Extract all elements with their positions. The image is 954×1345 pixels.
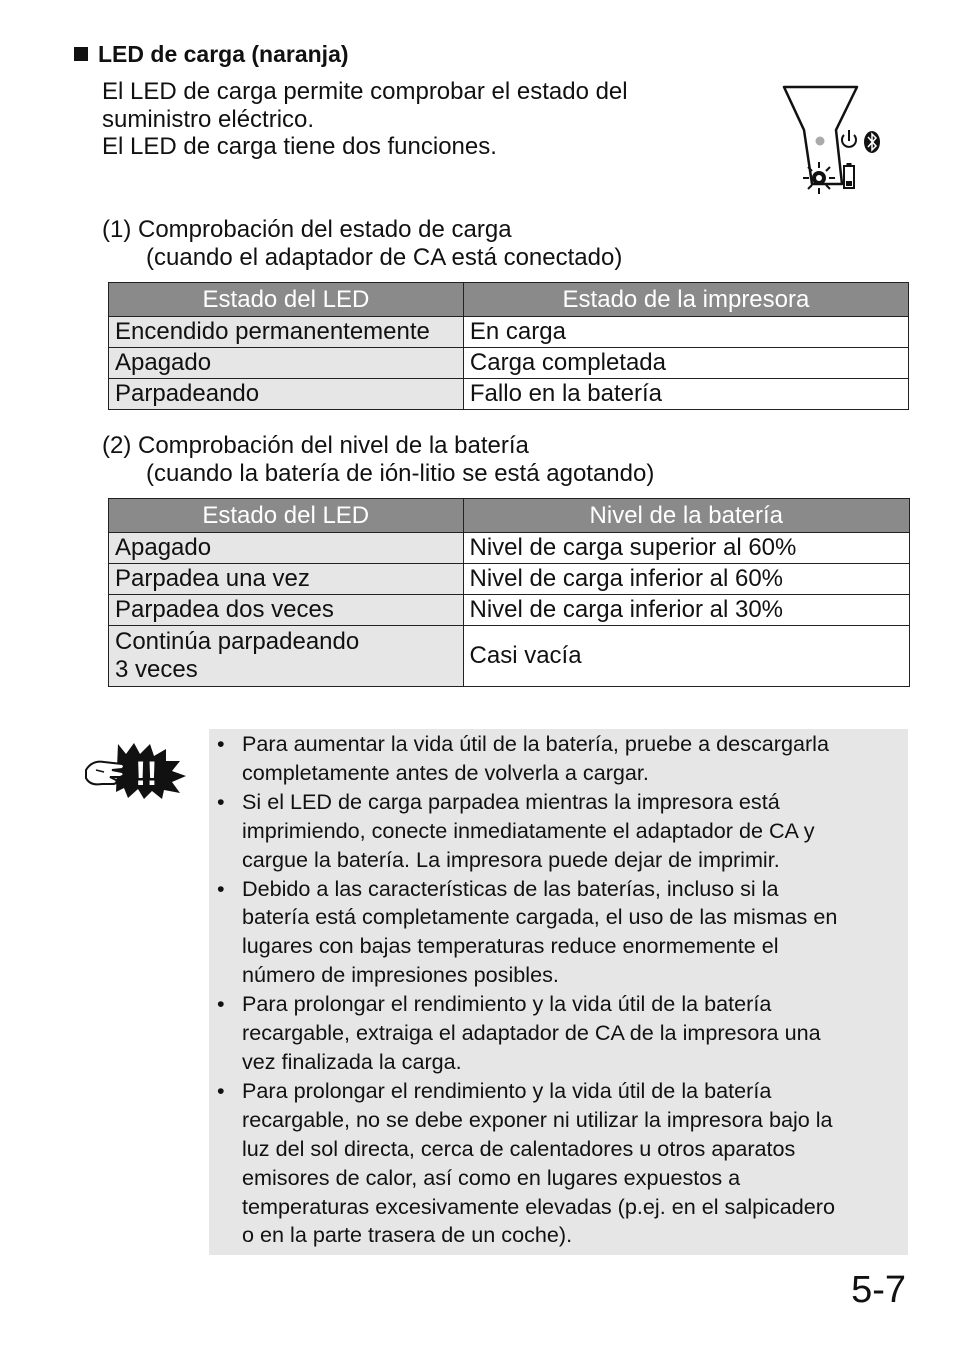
note-line: emisores de calor, así como en lugares expuestos a bbox=[242, 1164, 741, 1190]
bullet-icon: • bbox=[217, 1077, 225, 1103]
pointing-hand-exclamation-icon bbox=[82, 740, 190, 805]
led-state-cell: Apagado bbox=[109, 348, 464, 379]
page-number: 5-7 bbox=[851, 1269, 906, 1311]
note-item bbox=[217, 788, 900, 875]
svg-text:!!: !! bbox=[135, 755, 158, 793]
note-item bbox=[217, 875, 900, 991]
square-bullet-icon bbox=[74, 47, 88, 61]
led-state-cell: Apagado bbox=[109, 533, 464, 564]
table-header-row bbox=[109, 499, 910, 533]
intro-line: suministro eléctrico. bbox=[102, 105, 315, 133]
table-row bbox=[109, 595, 910, 626]
note-line: vez finalizada la carga. bbox=[242, 1048, 462, 1074]
note-line: recargable, no se debe exponer ni utilizar la impresora bajo la bbox=[242, 1106, 833, 1132]
section-title: LED de carga (naranja) bbox=[74, 40, 349, 68]
note-line: recargable, extraiga el adaptador de CA de la impresora una bbox=[242, 1020, 821, 1046]
notes-list bbox=[217, 730, 900, 1250]
note-line: Para prolongar el rendimiento y la vida útil de la batería bbox=[242, 1077, 772, 1103]
bluetooth-icon bbox=[864, 131, 880, 153]
check2-heading: (2) Comprobación del nivel de la batería (cuando la batería de ión-litio se está agotando) bbox=[102, 432, 655, 487]
note-item bbox=[217, 990, 900, 1077]
led-dot-icon bbox=[816, 137, 825, 146]
printer-state-cell: Carga completada bbox=[463, 348, 908, 379]
table-row bbox=[109, 317, 909, 348]
battery-level-cell: Nivel de carga inferior al 30% bbox=[463, 595, 909, 626]
note-line: batería está completamente cargada, el uso de las mismas en bbox=[242, 904, 838, 930]
note-line: Para prolongar el rendimiento y la vida útil de la batería bbox=[242, 991, 772, 1017]
table-row bbox=[109, 379, 909, 410]
printer-state-cell: Fallo en la batería bbox=[463, 379, 908, 410]
note-line: Debido a las características de las baterías, incluso si la bbox=[242, 875, 779, 901]
bullet-icon: • bbox=[217, 875, 225, 901]
note-line: completamente antes de volverla a cargar. bbox=[242, 759, 649, 785]
note-line: Para aumentar la vida útil de la batería, pruebe a descargarla bbox=[242, 731, 829, 756]
battery-level-table bbox=[108, 498, 910, 687]
table-row bbox=[109, 564, 910, 595]
table-row bbox=[109, 533, 910, 564]
table-header-cell: Estado de la impresora bbox=[463, 283, 908, 317]
note-line: número de impresiones posibles. bbox=[242, 962, 559, 988]
bullet-icon: • bbox=[217, 731, 225, 756]
note-line: lugares con bajas temperaturas reduce enormemente el bbox=[242, 933, 779, 959]
led-state-cell: Parpadeando bbox=[109, 379, 464, 410]
note-item bbox=[217, 1077, 900, 1250]
note-line: luz del sol directa, cerca de calentadores u otros aparatos bbox=[242, 1135, 796, 1161]
check1-heading: (1) Comprobación del estado de carga (cuando el adaptador de CA está conectado) bbox=[102, 216, 623, 271]
notes-box bbox=[209, 729, 908, 1255]
battery-icon bbox=[844, 163, 854, 188]
power-icon bbox=[842, 130, 856, 147]
table-header-cell: Nivel de la batería bbox=[463, 499, 909, 533]
note-line: Si el LED de carga parpadea mientras la impresora está bbox=[242, 788, 780, 814]
table-row bbox=[109, 626, 910, 687]
battery-level-cell: Nivel de carga inferior al 60% bbox=[463, 564, 909, 595]
intro-paragraph bbox=[102, 78, 628, 161]
table-row bbox=[109, 348, 909, 379]
led-state-cell: Parpadea dos veces bbox=[109, 595, 464, 626]
note-line: temperaturas excesivamente elevadas (p.ej. en el salpicadero bbox=[242, 1193, 835, 1219]
led-state-cell: Encendido permanentemente bbox=[109, 317, 464, 348]
intro-line: El LED de carga permite comprobar el estado del bbox=[102, 78, 628, 105]
intro-line: El LED de carga tiene dos funciones. bbox=[102, 133, 497, 160]
note-line: imprimiendo, conecte inmediatamente el adaptador de CA y bbox=[242, 817, 815, 843]
note-line: o en la parte trasera de un coche). bbox=[242, 1222, 573, 1248]
table-header-cell: Estado del LED bbox=[109, 499, 464, 533]
table-header-row bbox=[109, 283, 909, 317]
table-header-cell: Estado del LED bbox=[109, 283, 464, 317]
led-state-cell: Parpadea una vez bbox=[109, 564, 464, 595]
note-line: cargue la batería. La impresora puede dejar de imprimir. bbox=[242, 846, 780, 872]
battery-level-cell: Nivel de carga superior al 60% bbox=[463, 533, 909, 564]
bullet-icon: • bbox=[217, 788, 225, 814]
charge-led-blinking-icon bbox=[803, 162, 835, 194]
bullet-icon: • bbox=[217, 991, 225, 1017]
battery-level-cell: Casi vacía bbox=[463, 626, 909, 687]
charge-status-table bbox=[108, 282, 909, 410]
led-state-cell: Continúa parpadeando 3 veces bbox=[109, 626, 464, 687]
led-panel-figure bbox=[782, 84, 892, 201]
note-item bbox=[217, 730, 900, 788]
printer-state-cell: En carga bbox=[463, 317, 908, 348]
